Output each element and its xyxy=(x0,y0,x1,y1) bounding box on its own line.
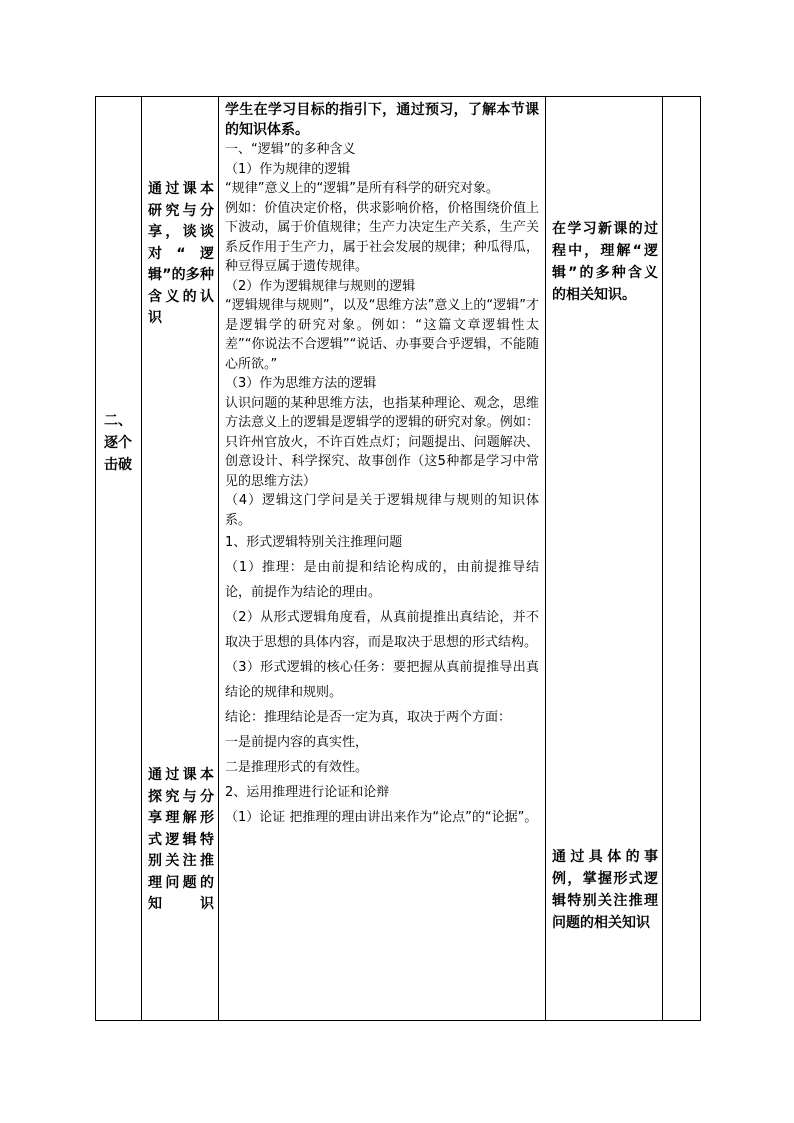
paragraph-text: （1）论证 把推理的理由讲出来作为“论点”的“论据”。 xyxy=(225,810,538,825)
conclusion-point: 二是推理形式的有效性。 xyxy=(225,760,369,775)
paragraph-text: “逻辑规律与规则”，以及“思维方法”意义上的“逻辑”才是逻辑学的研究对象。例如：“这篇文章逻辑性太差”“你说法不合逻辑”“说话、办事要合乎逻辑，不能随心所欲。” xyxy=(225,298,539,372)
heading-formal-logic: 1、形式逻辑特别关注推理问题 xyxy=(225,535,403,550)
paragraph-text: （4）逻辑这门学问是关于逻辑规律与规则的知识体系。 xyxy=(225,493,539,528)
section-label: 二、逐个击破 xyxy=(104,413,132,473)
section-cell xyxy=(96,97,142,1021)
paragraph-text: “规律”意义上的“逻辑”是所有科学的研究对象。 xyxy=(225,181,499,196)
lesson-plan-table xyxy=(95,96,701,1021)
paragraph-text: 认识问题的某种思维方法，也指某种理论、观念，思维方法意义上的逻辑是逻辑学的逻辑的研究对象。例如：只许州官放火，不许百姓点灯；问题提出、问题解决、创意设计、科学探究、故事创作（这5种都是学习中常见的思维方法） xyxy=(225,395,539,489)
heading-argument: 2、运用推理进行论证和论辩 xyxy=(225,785,390,800)
heading-logic-meanings: 一、“逻辑”的多种含义 xyxy=(225,142,356,157)
paragraph-text: 例如：价值决定价格，供求影响价格，价格围绕价值上下波动，属于价值规律；生产力决定生产关系，生产关系反作用于生产力，属于社会发展的规律；种瓜得瓜，种豆得豆属于遗传规律。 xyxy=(225,200,539,274)
paragraph-title: （2）作为逻辑规律与规则的逻辑 xyxy=(225,278,416,294)
content-cell xyxy=(219,97,546,1021)
conclusion-point: 一是前提内容的真实性， xyxy=(225,735,369,750)
goal-cell xyxy=(142,97,219,1021)
paragraph-title: （3）作为思维方法的逻辑 xyxy=(225,376,377,391)
goal-text-1: 通过课本研究与分享，谈谈对“逻辑”的多种含义的认识 xyxy=(148,181,214,326)
intro-text: 学生在学习目标的指引下，通过预习，了解本节课的知识体系。 xyxy=(225,102,539,138)
table-row xyxy=(96,97,701,1021)
extra-cell xyxy=(663,97,701,1021)
goal-text-2: 通过课本探究与分享理解形式逻辑特别关注推理问题的知识 xyxy=(148,767,214,912)
content-body xyxy=(225,101,539,830)
intent-text-2: 通过具体的事例，掌握形式逻辑特别关注推理问题的相关知识 xyxy=(552,849,658,931)
paragraph-text: （3）形式逻辑的核心任务：要把握从真前提推导出真结论的规律和规则。 xyxy=(225,660,539,700)
paragraph-text: （1）推理：是由前提和结论构成的，由前提推导结论，前提作为结论的理由。 xyxy=(225,560,539,600)
paragraph-text: （2）从形式逻辑角度看，从真前提推出真结论，并不取决于思想的具体内容，而是取决于思想的形式结构。 xyxy=(225,610,539,650)
conclusion-text: 结论：推理结论是否一定为真，取决于两个方面： xyxy=(225,710,512,725)
intent-cell xyxy=(546,97,663,1021)
intent-text-1: 在学习新课的过程中，理解“逻辑”的多种含义的相关知识。 xyxy=(552,221,658,303)
paragraph-title: （1）作为规律的逻辑 xyxy=(225,161,351,177)
